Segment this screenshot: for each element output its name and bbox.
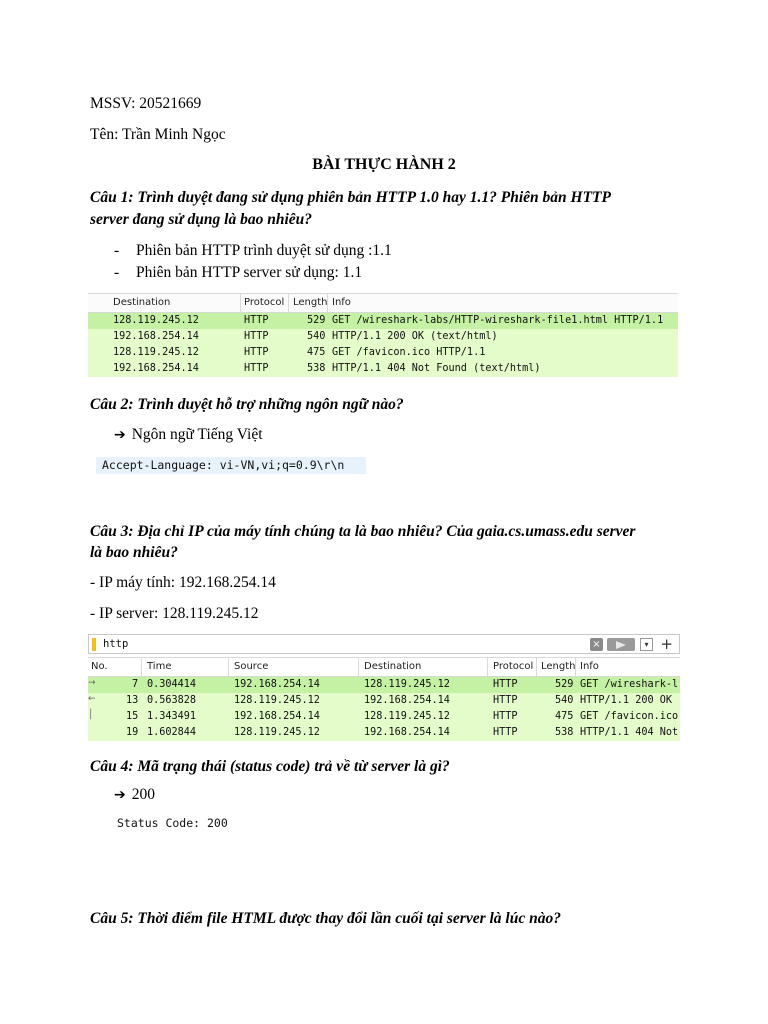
cell-info: HTTP/1.1 200 OK	[580, 695, 673, 706]
ip-pc-line: - IP máy tính: 192.168.254.14	[90, 574, 276, 591]
cell-destination: 192.168.254.14	[364, 727, 450, 738]
apply-filter-icon[interactable]	[607, 638, 635, 651]
cell-source: 192.168.254.14	[234, 711, 320, 722]
cell-time: 1.602844	[147, 727, 197, 738]
cell-no: 19	[126, 727, 139, 738]
display-filter-bar[interactable]	[88, 634, 680, 654]
chevron-down-icon[interactable]: ▾	[640, 638, 653, 651]
col-destination[interactable]: Destination	[113, 297, 171, 308]
cell-protocol: HTTP	[244, 363, 269, 374]
col-length[interactable]: Length	[541, 661, 576, 672]
cell-protocol: HTTP	[244, 347, 269, 358]
cell-info: GET /wireshark-labs/HTTP-wireshark-file1.html HTTP/1.1	[332, 315, 664, 326]
q3-line1: Câu 3: Địa chỉ IP của máy tính chúng ta là bao nhiêu? Của gaia.cs.umass.edu server	[90, 523, 636, 540]
name-line: Tên: Trần Minh Ngọc	[90, 126, 226, 143]
cell-protocol: HTTP	[244, 315, 269, 326]
cell-destination: 192.168.254.14	[113, 331, 199, 342]
table-row[interactable]	[88, 361, 678, 377]
accept-language-text: Accept-Language: vi-VN,vi;q=0.9\r\n	[102, 458, 345, 472]
cell-length: 529	[555, 679, 574, 690]
table-row[interactable]	[88, 693, 680, 709]
col-no[interactable]: No.	[91, 661, 108, 672]
wireshark-table-1	[88, 293, 678, 377]
q2-question: Câu 2: Trình duyệt hỗ trợ những ngôn ngữ nào?	[90, 396, 404, 413]
q5-question: Câu 5: Thời điểm file HTML được thay đổi lần cuối tại server là lúc nào?	[90, 910, 561, 927]
cell-time: 0.563828	[147, 695, 197, 706]
arrow-right-icon: ➔	[114, 787, 126, 803]
cell-no: 13	[126, 695, 139, 706]
status-code-line: Status Code: 200	[117, 816, 228, 830]
q4-answer-text: 200	[131, 786, 155, 803]
table-row[interactable]	[88, 329, 678, 345]
bullet-text: Phiên bản HTTP trình duyệt sử dụng :1.1	[136, 242, 392, 259]
table-row[interactable]	[88, 345, 678, 361]
cell-protocol: HTTP	[493, 695, 518, 706]
bullet-dash: -	[114, 242, 120, 259]
cell-protocol: HTTP	[493, 711, 518, 722]
cell-no: 7	[132, 679, 139, 690]
table-row[interactable]	[88, 313, 678, 329]
table-header	[88, 657, 680, 677]
cell-destination: 128.119.245.12	[113, 315, 199, 326]
cell-protocol: HTTP	[493, 727, 518, 738]
cell-time: 1.343491	[147, 711, 197, 722]
q4-question: Câu 4: Mã trạng thái (status code) trả về từ server là gì?	[90, 758, 450, 775]
table-row[interactable]	[88, 709, 680, 725]
q1-bullet-1	[114, 240, 392, 262]
accept-language-header	[96, 457, 366, 474]
cell-length: 475	[555, 711, 574, 722]
link-line-icon: │	[88, 710, 94, 720]
ip-server-line: - IP server: 128.119.245.12	[90, 605, 259, 622]
bookmark-icon[interactable]	[92, 638, 96, 651]
filter-input[interactable]: http	[103, 638, 129, 650]
cell-info: GET /favicon.ico	[580, 711, 679, 722]
q1-line1: Câu 1: Trình duyệt đang sử dụng phiên bản HTTP 1.0 hay 1.1? Phiên bản HTTP	[90, 189, 611, 206]
bullet-text: Phiên bản HTTP server sử dụng: 1.1	[136, 264, 363, 281]
cell-source: 192.168.254.14	[234, 679, 320, 690]
cell-info: GET /favicon.ico HTTP/1.1	[332, 347, 486, 358]
col-source[interactable]: Source	[234, 661, 269, 672]
bullet-dash: -	[114, 264, 120, 281]
q1-bullet-2	[114, 262, 362, 284]
cell-no: 15	[126, 711, 139, 722]
q2-answer	[114, 426, 263, 444]
cell-destination: 128.119.245.12	[364, 679, 450, 690]
q3-line2: là bao nhiêu?	[90, 544, 178, 561]
cell-destination: 128.119.245.12	[364, 711, 450, 722]
col-info[interactable]: Info	[580, 661, 599, 672]
q1-line2: server đang sử dụng là bao nhiêu?	[90, 211, 313, 228]
cell-length: 529	[307, 315, 326, 326]
clear-filter-icon[interactable]: ×	[590, 638, 603, 651]
cell-protocol: HTTP	[493, 679, 518, 690]
cell-info: HTTP/1.1 200 OK (text/html)	[332, 331, 498, 342]
cell-destination: 192.168.254.14	[364, 695, 450, 706]
cell-info: HTTP/1.1 404 Not Found (text/html)	[332, 363, 541, 374]
mssv-line: MSSV: 20521669	[90, 95, 202, 112]
cell-length: 538	[307, 363, 326, 374]
cell-destination: 128.119.245.12	[113, 347, 199, 358]
table-row[interactable]	[88, 725, 680, 741]
col-protocol[interactable]: Protocol	[493, 661, 534, 672]
cell-time: 0.304414	[147, 679, 197, 690]
cell-source: 128.119.245.12	[234, 727, 320, 738]
col-protocol[interactable]: Protocol	[244, 297, 285, 308]
link-arrow-icon: →	[88, 678, 96, 688]
cell-source: 128.119.245.12	[234, 695, 320, 706]
add-filter-icon[interactable]: +	[660, 635, 673, 653]
link-arrow-icon: ←	[88, 694, 96, 704]
q4-answer	[114, 786, 155, 804]
arrow-right-icon: ➔	[114, 427, 126, 443]
cell-length: 540	[307, 331, 326, 342]
cell-info: GET /wireshark-l	[580, 679, 679, 690]
q2-answer-text: Ngôn ngữ Tiếng Việt	[131, 426, 263, 443]
col-destination[interactable]: Destination	[364, 661, 422, 672]
table-header	[88, 293, 678, 313]
page-title: BÀI THỰC HÀNH 2	[312, 156, 456, 173]
col-time[interactable]: Time	[147, 661, 172, 672]
wireshark-table-2	[88, 634, 680, 742]
col-length[interactable]: Length	[293, 297, 328, 308]
table-row[interactable]	[88, 677, 680, 693]
cell-info: HTTP/1.1 404 Not	[580, 727, 679, 738]
cell-destination: 192.168.254.14	[113, 363, 199, 374]
col-info[interactable]: Info	[332, 297, 351, 308]
cell-length: 540	[555, 695, 574, 706]
cell-length: 475	[307, 347, 326, 358]
cell-protocol: HTTP	[244, 331, 269, 342]
cell-length: 538	[555, 727, 574, 738]
